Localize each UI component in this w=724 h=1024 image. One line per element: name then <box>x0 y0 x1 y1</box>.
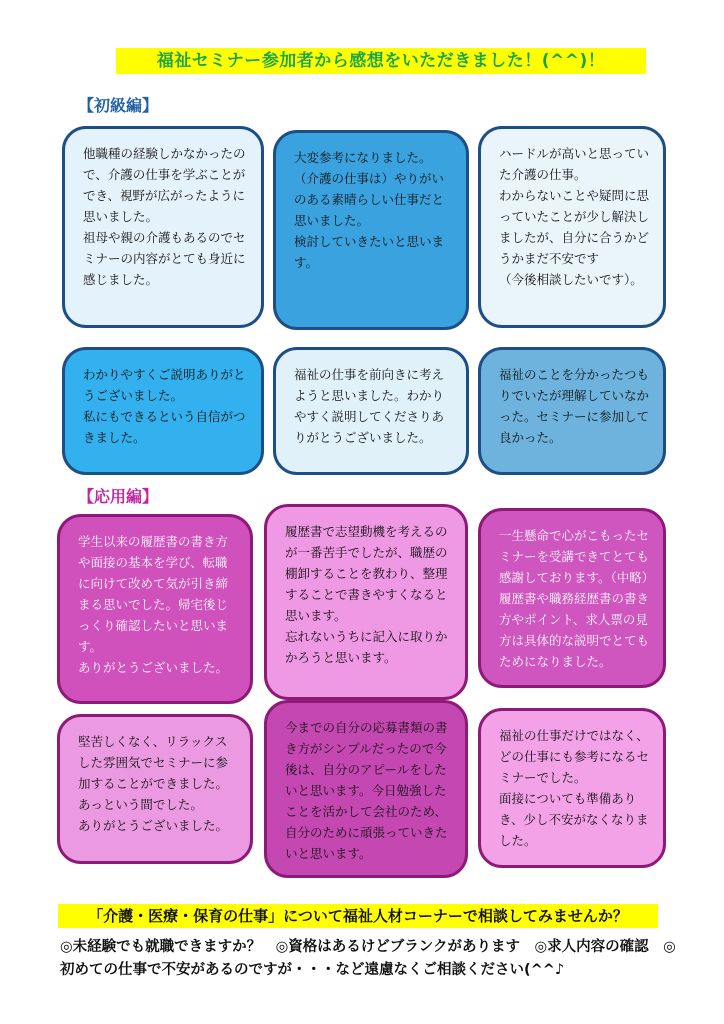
comment-card: ハードルが高いと思っていた介護の仕事。 わからないことや疑問に思っていたことが少し解決しましたが、自分に合うかどうかまだ不安です （今後相談したいです）。 <box>478 126 666 328</box>
comment-card: 学生以来の履歴書の書き方や面接の基本を学び、転職に向けて改めて気が引き締まる思いでした。帰宅後じっくり確認したいと思います。 ありがとうございました。 <box>57 514 253 704</box>
consultation-banner <box>58 904 658 928</box>
consultation-examples: ◎未経験でも就職できますか？ ◎資格はあるけどブランクがあります ◎求人内容の確認 ◎初めての仕事で不安があるのですが・・・など遠慮なくご相談ください(^^♪ <box>60 939 676 978</box>
section-title-shokyu: 【初級編】 <box>78 96 159 115</box>
comment-card: 履歴書で志望動機を考えるのが一番苦手でしたが、職歴の棚卸することを教わり、整理することで書きやすくなると思います。 忘れないうちに記入に取りかかろうと思います。 <box>264 504 468 700</box>
page-title: 福祉セミナー参加者から感想をいただきました！(^^)！ <box>156 51 606 71</box>
comment-card: 福祉のことを分かったつもりでいたが理解していなかった。セミナーに参加して良かった。 <box>478 347 666 475</box>
comment-card: 福祉の仕事だけではなく、どの仕事にも参考になるセミナーでした。 面接についても準備ありき、少し不安がなくなりました。 <box>478 708 666 868</box>
comment-card: 一生懸命で心がこもったセミナーを受講できてとても感謝しております。（中略）履歴書や職務経歴書の書き方やポイント、求人票の見方は具体的な説明でとてもためになりました。 <box>478 508 666 688</box>
consultation-banner-text: 「介護・医療・保育の仕事」について福祉人材コーナーで相談してみませんか？ <box>88 907 628 925</box>
comment-card: 他職種の経験しかなかったので、介護の仕事を学ぶことができ、視野が広がったように思いました。 祖母や親の介護もあるのでセミナーの内容がとても身近に感じました。 <box>62 126 264 328</box>
page-title-banner <box>116 48 646 74</box>
comment-card: 大変参考になりました。 （介護の仕事は）やりがいのある素晴らしい仕事だと思いました。 検討していきたいと思います。 <box>273 130 469 330</box>
comment-card: 福祉の仕事を前向きに考えようと思いました。わかりやすく説明してくださりありがとうございました。 <box>273 347 469 475</box>
comment-card: 堅苦しくなく、リラックスした雰囲気でセミナーに参加することができました。 あっという間でした。 ありがとうございました。 <box>57 714 253 864</box>
section-title-oyo: 【応用編】 <box>78 487 159 506</box>
comment-card: 今までの自分の応募書類の書き方がシンプルだったので今後は、自分のアピールをしたいと思います。今日勉強したことを活かして会社のため、自分のために頑張っていきたいと思います。 <box>264 700 468 878</box>
comment-card: わかりやすくご説明ありがとうございました。 私にもできるという自信がつきました。 <box>62 347 264 475</box>
